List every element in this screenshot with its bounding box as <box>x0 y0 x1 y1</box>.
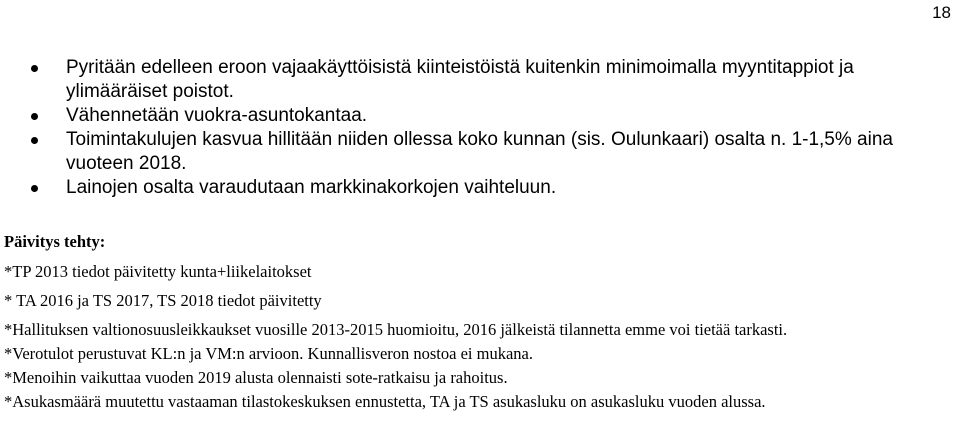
update-line: *Asukasmäärä muutettu vastaaman tilastokeskuksen ennustetta, TA ja TS asukasluku on asukasluku vuoden alussa. <box>4 392 766 411</box>
page-number: 18 <box>932 3 951 22</box>
update-line: *Hallituksen valtionosuusleikkaukset vuosille 2013-2015 huomioitu, 2016 jälkeistä tilannetta emme voi tietää tarkasti. <box>4 320 788 339</box>
bullet-dot-icon <box>31 137 38 144</box>
update-heading: Päivitys tehty: <box>4 232 106 251</box>
bullet-dot-icon <box>31 65 38 72</box>
bullet-item <box>26 176 956 200</box>
bullet-item <box>26 56 956 104</box>
bullet-dot-icon <box>31 185 38 192</box>
bullet-list <box>26 56 956 200</box>
update-notes <box>4 232 954 416</box>
bullet-text: Toimintakulujen kasvua hillitään niiden ollessa koko kunnan (sis. Oulunkaari) osalta n. 1-1,5% aina vuoteen 2018. <box>66 129 893 174</box>
bullet-item <box>26 128 956 176</box>
bullet-text: Vähennetään vuokra-asuntokantaa. <box>66 105 368 126</box>
update-line: *TP 2013 tiedot päivitetty kunta+liikelaitokset <box>4 262 312 281</box>
update-line: * TA 2016 ja TS 2017, TS 2018 tiedot päivitetty <box>4 291 322 310</box>
bullet-text: Lainojen osalta varaudutaan markkinakorkojen vaihteluun. <box>66 177 557 198</box>
bullet-item <box>26 104 956 128</box>
bullet-dot-icon <box>31 113 38 120</box>
update-line: *Verotulot perustuvat KL:n ja VM:n arvioon. Kunnallisveron nostoa ei mukana. <box>4 344 533 363</box>
bullet-text: Pyritään edelleen eroon vajaakäyttöisistä kiinteistöistä kuitenkin minimoimalla myyntitappiot ja ylimääräiset poistot. <box>66 57 854 102</box>
update-line: *Menoihin vaikuttaa vuoden 2019 alusta olennaisti sote-ratkaisu ja rahoitus. <box>4 368 508 387</box>
